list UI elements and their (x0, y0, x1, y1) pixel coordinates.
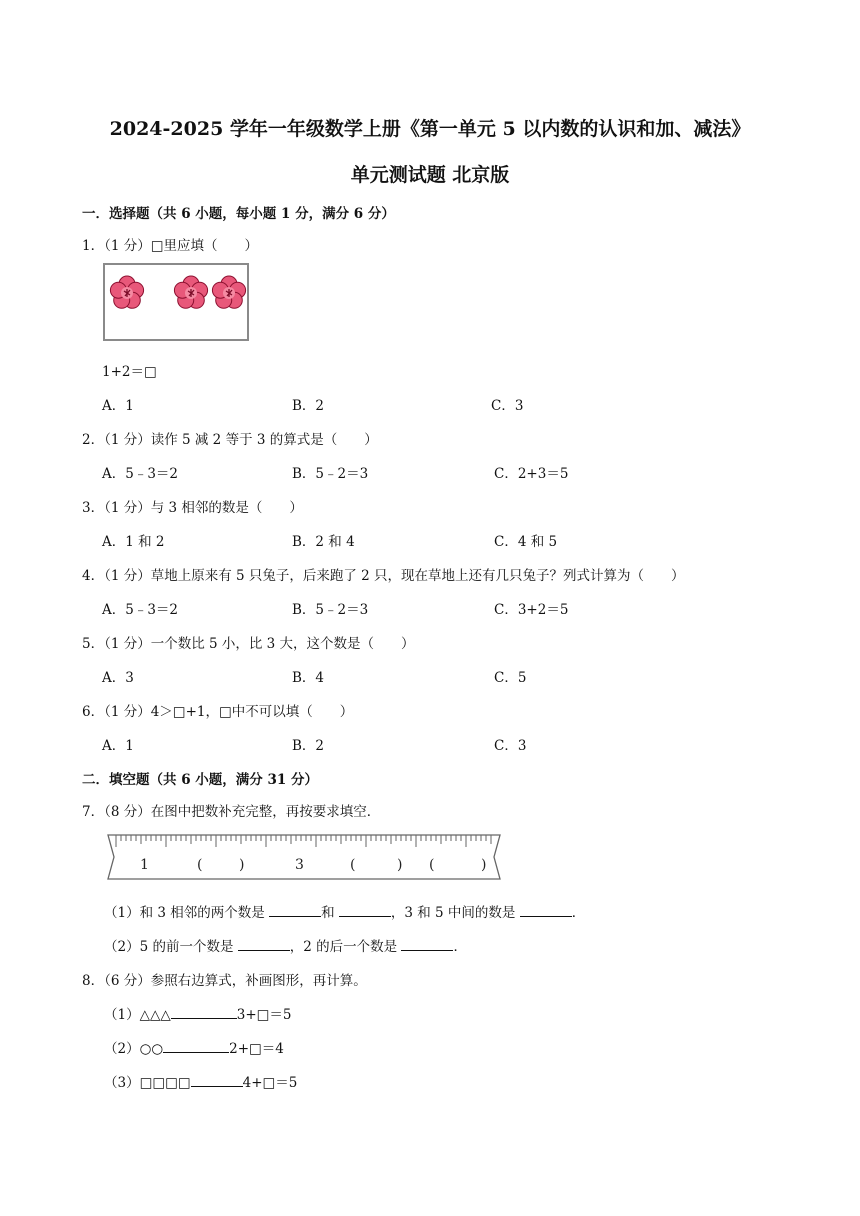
section-heading-choice: 一．选择题（共 6 小题，每小题 1 分，满分 6 分） (82, 206, 395, 222)
q8-item-2-equation: 2+□＝4 (229, 1041, 284, 1057)
ruler-label-1: 1 (140, 857, 149, 873)
ruler-paren-open: ( (197, 857, 203, 873)
ruler-paren-open: ( (429, 857, 435, 873)
q5-option-a[interactable]: A．3 (102, 670, 134, 686)
q7-sub2-text-b: ，2 的后一个数是 (289, 939, 398, 955)
ruler-paren-open: ( (350, 857, 356, 873)
q8-item-1 (104, 1003, 292, 1023)
flower-icon (212, 276, 245, 308)
question-6-stem: 6．（1 分）4＞□+1，□中不可以填（ ） (82, 704, 354, 720)
ruler-paren-close: ) (481, 857, 487, 873)
question-3-stem: 3．（1 分）与 3 相邻的数是（ ） (82, 500, 303, 516)
q1-option-c[interactable]: C．3 (491, 398, 524, 414)
flower-icon (110, 276, 143, 308)
q7-sub1-text-a: （1）和 3 相邻的两个数是 (104, 905, 265, 921)
blank-field[interactable] (191, 1085, 243, 1087)
blank-field[interactable] (269, 915, 321, 917)
question-2-stem: 2．（1 分）读作 5 减 2 等于 3 的算式是（ ） (82, 432, 378, 448)
question-1-stem: 1．（1 分）□里应填（ ） (82, 238, 258, 254)
section-heading-fill: 二．填空题（共 6 小题，满分 31 分） (82, 772, 318, 788)
q3-option-c[interactable]: C．4 和 5 (494, 534, 558, 550)
blank-field[interactable] (339, 915, 391, 917)
question-1-equation: 1+2＝□ (102, 364, 157, 380)
q2-option-a[interactable]: A．5﹣3＝2 (102, 466, 179, 482)
question-4-stem: 4．（1 分）草地上原来有 5 只兔子，后来跑了 2 只，现在草地上还有几只兔子？列式计算为（ ） (82, 568, 685, 584)
blank-field[interactable] (238, 949, 290, 951)
question-8-stem: 8．（6 分）参照右边算式，补画图形，再计算。 (82, 973, 367, 989)
q6-option-c[interactable]: C．3 (494, 738, 527, 754)
question-7-stem: 7．（8 分）在图中把数补充完整，再按要求填空． (82, 804, 381, 820)
q4-option-c[interactable]: C．3+2＝5 (494, 602, 569, 618)
document-title-line1: 2024-2025 学年一年级数学上册《第一单元 5 以内数的认识和加、减法》 (109, 118, 751, 140)
q8-item-2-shapes: （2）○○ (104, 1041, 164, 1057)
q8-item-1-shapes: （1）△△△ (104, 1007, 171, 1023)
q2-option-c[interactable]: C．2+3＝5 (494, 466, 569, 482)
flower-picture (103, 263, 249, 341)
flowers-illustration (105, 265, 247, 339)
q1-option-a[interactable]: A．1 (102, 398, 134, 414)
ruler-illustration (104, 829, 504, 883)
ruler-label-3: 3 (295, 857, 304, 873)
q8-item-2 (104, 1037, 284, 1057)
flower-icon (174, 276, 207, 308)
q7-sub2-text-c: ． (453, 939, 467, 955)
q8-item-3-equation: 4+□＝5 (242, 1075, 298, 1091)
q7-sub2 (104, 935, 467, 955)
document-title-line2: 单元测试题 北京版 (350, 164, 510, 186)
q6-option-a[interactable]: A．1 (102, 738, 134, 754)
q3-option-a[interactable]: A．1 和 2 (102, 534, 165, 550)
q7-sub1-text-c: ，3 和 5 中间的数是 (390, 905, 516, 921)
question-5-stem: 5．（1 分）一个数比 5 小，比 3 大，这个数是（ ） (82, 636, 415, 652)
blank-field[interactable] (171, 1017, 237, 1019)
q8-item-1-equation: 3+□＝5 (236, 1007, 292, 1023)
q7-sub2-text-a: （2）5 的前一个数是 (104, 939, 234, 955)
q7-sub1-text-b: 和 (321, 905, 335, 921)
blank-field[interactable] (520, 915, 572, 917)
q5-option-c[interactable]: C．5 (494, 670, 527, 686)
q5-option-b[interactable]: B．4 (292, 670, 325, 686)
ruler-paren-close: ) (397, 857, 403, 873)
q1-option-b[interactable]: B．2 (292, 398, 325, 414)
q7-sub1 (104, 901, 585, 921)
q8-item-3 (104, 1071, 297, 1091)
ruler-paren-close: ) (239, 857, 245, 873)
q8-item-3-shapes: （3）□□□□ (104, 1075, 191, 1091)
blank-field[interactable] (163, 1051, 229, 1053)
q6-option-b[interactable]: B．2 (292, 738, 325, 754)
q7-sub1-text-d: ． (571, 905, 586, 921)
q4-option-a[interactable]: A．5﹣3＝2 (102, 602, 179, 618)
q3-option-b[interactable]: B．2 和 4 (292, 534, 355, 550)
blank-field[interactable] (401, 949, 453, 951)
q2-option-b[interactable]: B．5﹣2＝3 (292, 466, 369, 482)
q4-option-b[interactable]: B．5﹣2＝3 (292, 602, 369, 618)
